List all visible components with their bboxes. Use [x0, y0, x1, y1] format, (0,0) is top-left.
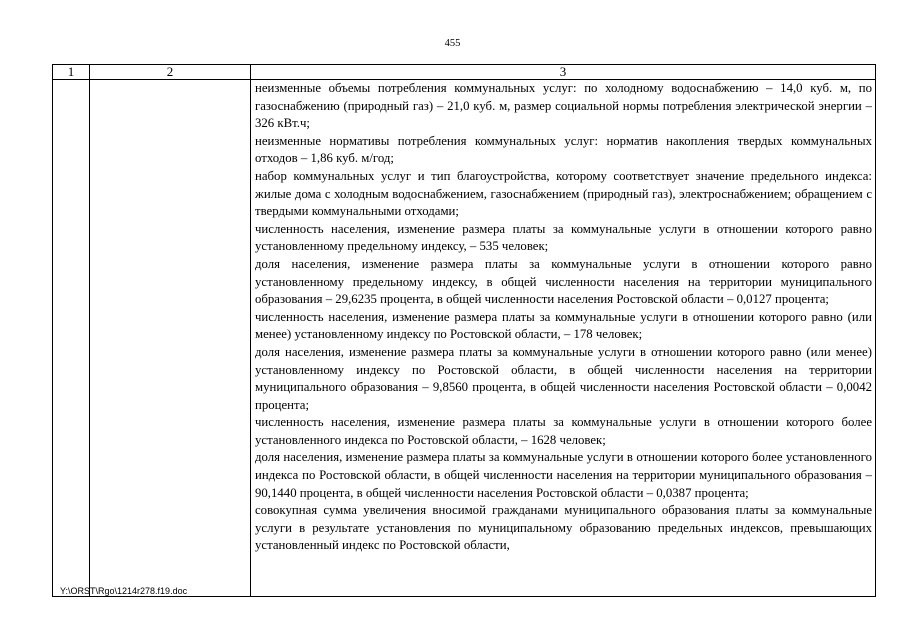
column-header-3: 3 [251, 65, 876, 80]
paragraph: доля населения, изменение размера платы за коммунальные услуги в отношении которого равно установленному предельному индексу, в общей численности населения на территории муниципального образования – 29,6235 процента, в общей численности населения Ростовской области – 0,0127 процента; [255, 256, 872, 307]
page-number: 455 [444, 38, 461, 49]
paragraph: неизменные нормативы потребления коммунальных услуг: норматив накопления твердых коммунальных отходов – 1,86 куб. м/год; [255, 133, 872, 166]
cell-col-2 [90, 80, 251, 597]
paragraph: численность населения, изменение размера платы за коммунальные услуги в отношении которого более установленного индекса по Ростовской области, – 1628 человек; [255, 415, 872, 447]
paragraph: численность населения, изменение размера платы за коммунальные услуги в отношении которого равно установленному предельному индексу, – 535 человек; [255, 221, 872, 254]
footer-file-path: Y:\ORST\Rgo\1214r278.f19.doc [60, 586, 188, 596]
cell-col-3 [251, 80, 876, 597]
cell-col-1 [53, 80, 90, 597]
paragraph: неизменные объемы потребления коммунальных услуг: по холодному водоснабжению – 14,0 куб. м, по газоснабжению (природный газ) – 21,0 куб. м, размер социальной нормы потребления электрической энергии – 326 кВт.ч; [255, 81, 872, 131]
content-text [255, 80, 872, 596]
paragraph: численность населения, изменение размера платы за коммунальные услуги в отношении которого равно (или менее) установленному индексу по Ростовской области, – 178 человек; [255, 309, 872, 342]
table-header-row [53, 65, 876, 80]
paragraph: доля населения, изменение размера платы за коммунальные услуги в отношении которого более установленного индекса по Ростовской области, в общей численности населения на территории муниципального образования – 90,1440 процента, в общей численности населения Ростовской области – 0,0387 процента; [255, 450, 872, 500]
paragraph: совокупная сумма увеличения вносимой гражданами муниципального образования платы за коммунальные услуги в результате установления по муниципальному образованию предельных индексов, превышающих установленный индекс по Ростовской области, [255, 503, 872, 553]
document-table [52, 64, 876, 597]
paragraph: набор коммунальных услуг и тип благоустройства, которому соответствует значение предельного индекса: жилые дома с холодным водоснабжением, газоснабжением (природный газ), электроснабжением; обращением с твердыми коммунальными отходами; [255, 168, 872, 219]
paragraph: доля населения, изменение размера платы за коммунальные услуги в отношении которого равно (или менее) установленному индексу по Ростовской области, в общей численности населения на территории муниципального образования – 9,8560 процента, в общей численности населения Ростовской области – 0,0042 процента; [255, 344, 872, 412]
column-header-1: 1 [53, 65, 90, 80]
table-row [53, 80, 876, 597]
column-header-2: 2 [90, 65, 251, 80]
